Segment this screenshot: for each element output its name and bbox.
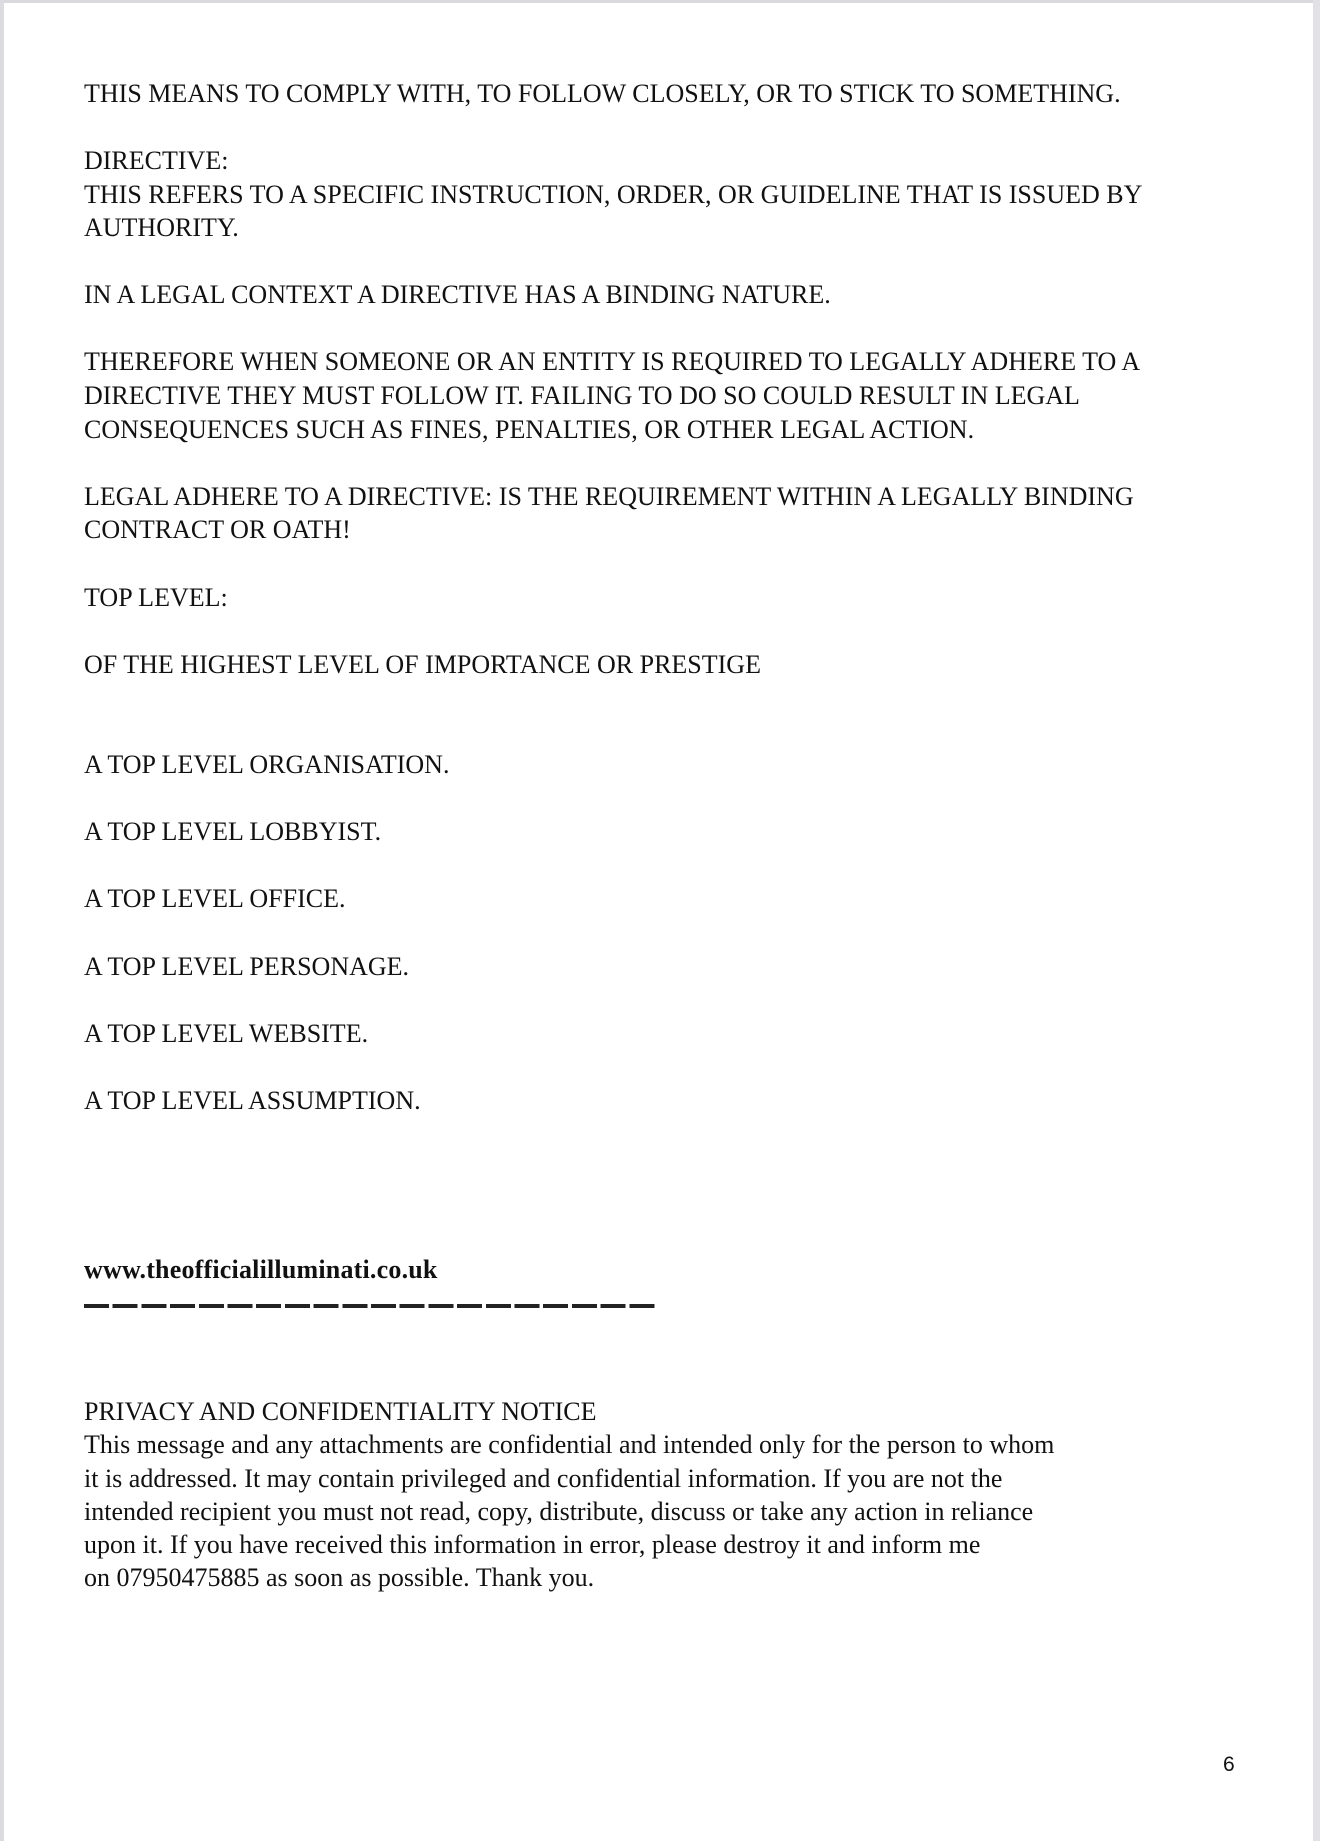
separator-dashes <box>84 1304 658 1308</box>
adhere-definition: THIS MEANS TO COMPLY WITH, TO FOLLOW CLOSELY, OR TO STICK TO SOMETHING. <box>84 79 1121 108</box>
privacy-notice-line: upon it. If you have received this information in error, please destroy it and inform me <box>84 1530 981 1560</box>
example-item: A TOP LEVEL LOBBYIST. <box>84 817 382 846</box>
privacy-notice-line: This message and any attachments are confidential and intended only for the person to whom <box>84 1430 1055 1460</box>
therefore-paragraph-line1: THEREFORE WHEN SOMEONE OR AN ENTITY IS REQUIRED TO LEGALLY ADHERE TO A <box>84 347 1141 376</box>
legal-adhere-line2: CONTRACT OR OATH! <box>84 515 351 544</box>
example-item: A TOP LEVEL ASSUMPTION. <box>84 1086 421 1115</box>
directive-definition-line2: AUTHORITY. <box>84 213 239 242</box>
example-item: A TOP LEVEL ORGANISATION. <box>84 750 450 779</box>
page-number: 6 <box>1223 1753 1235 1776</box>
privacy-notice-title: PRIVACY AND CONFIDENTIALITY NOTICE <box>84 1397 597 1426</box>
top-level-heading: TOP LEVEL: <box>84 583 228 612</box>
privacy-notice <box>84 1395 1244 1595</box>
legal-context-paragraph: IN A LEGAL CONTEXT A DIRECTIVE HAS A BINDING NATURE. <box>84 280 831 309</box>
directive-definition-line1: THIS REFERS TO A SPECIFIC INSTRUCTION, ORDER, OR GUIDELINE THAT IS ISSUED BY <box>84 180 1143 209</box>
example-item: A TOP LEVEL WEBSITE. <box>84 1019 369 1048</box>
privacy-notice-line: intended recipient you must not read, copy, distribute, discuss or take any action in reliance <box>84 1496 1034 1526</box>
privacy-notice-line: on 07950475885 as soon as possible. Thank you. <box>84 1563 595 1593</box>
example-item: A TOP LEVEL PERSONAGE. <box>84 952 410 981</box>
directive-heading: DIRECTIVE: <box>84 146 229 175</box>
legal-adhere-line1: LEGAL ADHERE TO A DIRECTIVE: IS THE REQUIREMENT WITHIN A LEGALLY BINDING <box>84 482 1134 511</box>
top-level-definition: OF THE HIGHEST LEVEL OF IMPORTANCE OR PRESTIGE <box>84 650 761 679</box>
example-item: A TOP LEVEL OFFICE. <box>84 884 346 913</box>
page-frame-right <box>1313 0 1320 1841</box>
therefore-paragraph-line2: DIRECTIVE THEY MUST FOLLOW IT. FAILING TO DO SO COULD RESULT IN LEGAL <box>84 381 1080 410</box>
document-page <box>4 3 1313 1841</box>
privacy-notice-line: it is addressed. It may contain privileged and confidential information. If you are not the <box>84 1463 1003 1493</box>
therefore-paragraph-line3: CONSEQUENCES SUCH AS FINES, PENALTIES, OR OTHER LEGAL ACTION. <box>84 415 975 444</box>
website-link[interactable]: www.theofficialilluminati.co.uk <box>84 1255 438 1284</box>
